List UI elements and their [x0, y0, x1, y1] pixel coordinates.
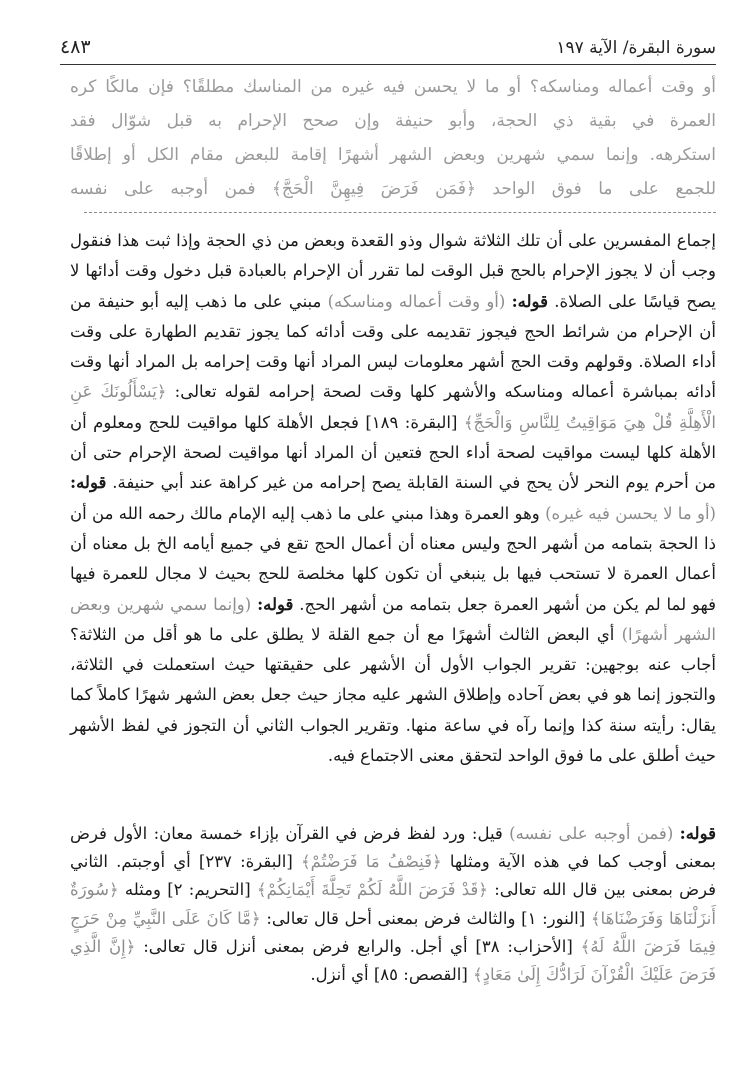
- main-paragraph: [70, 226, 716, 771]
- commentary-text: مبني على ما ذهب إليه أبو حنيفة من أن الإحرام من شرائط الحج فيجوز تقديمه على وقت أدائه كما يجوز تقديم الطهارة على وقت أداء الصلاة. وقولهم وقت الحج أشهر معلومات ليس المراد أنها وقت إحرامه بل المراد أنها وقت أدائه بمباشرة أعماله ومناسكه والأشهر كلها وقت لصحة إحرامه لقوله تعالى:: [70, 291, 716, 402]
- commentary-text: أي البعض الثالث أشهرًا مع أن جمع القلة لا يطلق على ما هو أقل من الثلاثة؟ أجاب عنه بوجهين: تقرير الجواب الأول أن الأشهر على حقيقتها حيث استعملت في الثلاثة، والتجوز إنما هو في بعض آحاده وإطلاق الشهر عليه مجاز حيث جعل بعض الشهر شهرًا كاملاً كما يقال: رأيته سنة كذا وإنما رآه في ساعة منها. وتقرير الجواب الثاني أن التجوز في لفظ الأشهر حيث أطلق على ما فوق الواحد لتحقق معنى الاجتماع فيه.: [70, 624, 716, 766]
- commentary-text: [التحريم: ٢] ومثله: [118, 880, 257, 900]
- page-number: ٤٨٣: [60, 36, 91, 58]
- section-divider: [84, 212, 716, 213]
- quoted-text: ﴿فَنِصْفُ مَا فَرَضْتُمْ﴾: [300, 852, 442, 872]
- faded-line: العمرة في بقية ذي الحجة، وأبو حنيفة وإن صحح الإحرام به قبل شوّال فقد: [70, 111, 716, 131]
- quoted-text: (فمن أوجبه على نفسه): [509, 824, 680, 843]
- quoted-text: (وإنما سمي شهرين وبعض الشهر أشهرًا): [70, 594, 716, 644]
- quoted-text: (أو وقت أعماله ومناسكه): [327, 291, 512, 311]
- quoted-text: (أو ما لا يحسن فيه غيره): [545, 503, 716, 523]
- keyword-qawluhu: قوله:: [511, 291, 548, 311]
- faded-commentary-block: [70, 70, 716, 206]
- quoted-text: ﴿قَدْ فَرَضَ اللَّهُ لَكُمْ تَحِلَّةَ أَيْمَانِكُمْ﴾: [256, 880, 488, 900]
- quoted-text: ﴿مَّا كَانَ عَلَى النَّبِيِّ مِنْ حَرَجٍ فِيمَا فَرَضَ اللَّهُ لَهُ﴾: [70, 908, 716, 956]
- commentary-text: [الأحزاب: ٣٨] أي أجل. والرابع فرض بمعنى أنزل قال تعالى:: [135, 936, 581, 956]
- commentary-text: [النور: ١] والثالث فرض بمعنى أحل قال تعالى:: [260, 908, 591, 928]
- commentary-text: [القصص: ٨٥] أي أنزل.: [310, 965, 473, 985]
- quoted-text: ﴿إِنَّ الَّذِي فَرَضَ عَلَيْكَ الْقُرْآنَ لَرَادُّكَ إِلَىٰ مَعَادٍ﴾: [70, 936, 716, 985]
- surah-title: سورة البقرة/ الآية ١٩٧: [556, 38, 716, 58]
- commentary-text: وهو العمرة وهذا مبني على ما ذهب إليه الإمام مالك رحمه الله من أن ذا الحجة بتمامه من أشهر الحج وليس معناه أن أعمال الحج تقع في جميع أيامه الخ بل معناه أن أعمال العمرة لا تستحب فيها بل ينبغي أن تكون كلها مخلصة للحج بحيث لا مجال للعمرة فيها فهو لما لم يكن من أشهر العمرة جعل بتمامه من أشهر الحج.: [70, 503, 716, 614]
- keyword-qawluhu: قوله:: [257, 594, 294, 614]
- page-header: [60, 28, 716, 58]
- faded-line: استكرهه. وإنما سمي شهرين وبعض الشهر أشهرًا إقامة للبعض مقام الكل أو إطلاقًا: [70, 145, 716, 165]
- commentary-text: [البقرة: ١٨٩] فجعل الأهلة كلها مواقيت للحج ومعلوم أن الأهلة كلها ليست مواقيت لصحة أداء الحج فتعين أن المراد أنها مواقيت لصحة الإحرام حتى أن من أحرم يوم النحر لأن يحج في السنة القابلة يصح إحرامه من غير كراهة عند أبي حنيفة.: [70, 412, 716, 493]
- second-paragraph: [70, 820, 716, 989]
- commentary-text: قيل: ورد لفظ فرض في القرآن بإزاء خمسة معان: الأول فرض بمعنى أوجب كما في هذه الآية ومثلها: [70, 824, 716, 872]
- keyword-qawluhu: قوله:: [70, 473, 107, 493]
- second-commentary: [70, 820, 716, 989]
- commentary-text: إجماع المفسرين على أن تلك الثلاثة شوال وذو القعدة وبعض من ذي الحجة وإذا ثبت هذا فنقول وجب أن لا يجوز الإحرام بالحج قبل الوقت لما تقرر أن الإحرام بالعبادة قبل دخول وقت أدائها لا يصح قياسًا على الصلاة.: [70, 231, 716, 311]
- faded-line: للجمع على ما فوق الواحد ﴿فَمَن فَرَضَ فِيهِنَّ الْحَجَّ﴾ فمن أوجبه على نفسه: [70, 179, 716, 199]
- header-divider: [60, 64, 716, 65]
- quoted-text: ﴿سُورَةٌ أَنزَلْنَاهَا وَفَرَضْنَاهَا﴾: [70, 880, 716, 928]
- commentary-text: [البقرة: ٢٣٧] أي أوجبتم. الثاني فرض بمعنى بين قال الله تعالى:: [70, 852, 717, 900]
- faded-line: أو وقت أعماله ومناسكه؟ أو ما لا يحسن فيه غيره من المناسك مطلقًا؟ فإن مالكًا كره: [70, 77, 716, 97]
- keyword-qawluhu: قوله:: [679, 824, 717, 843]
- main-commentary: [70, 226, 716, 771]
- quoted-text: ﴿يَسْأَلُونَكَ عَنِ الْأَهِلَّةِ قُلْ هِيَ مَوَاقِيتُ لِلنَّاسِ وَالْحَجِّ﴾: [70, 382, 716, 432]
